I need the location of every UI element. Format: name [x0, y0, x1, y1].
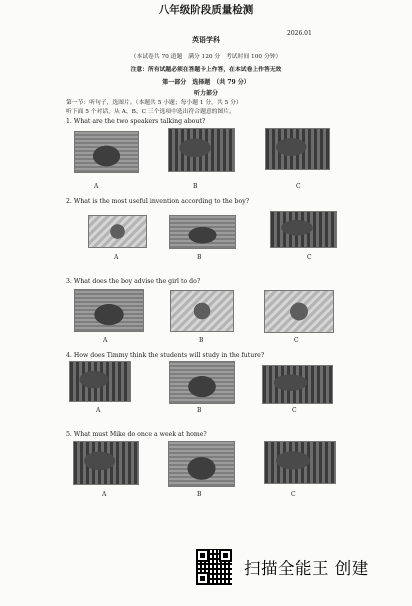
q1-option-b: B: [193, 183, 198, 190]
q3-option-c: C: [294, 337, 299, 344]
q4-option-c: C: [292, 407, 297, 414]
scanner-brand-text: 扫描全能王 创建: [244, 559, 369, 578]
q1-option-a: A: [94, 183, 99, 190]
q3-picture-c: [264, 290, 334, 333]
exam-date: 2026.01: [287, 30, 312, 37]
exam-info: （本试卷共 70 道题 满分 120 分 考试时间 100 分钟）: [130, 54, 282, 60]
question-1: 1. What are the two speakers talking about?: [66, 118, 206, 125]
q3-picture-b: [170, 290, 234, 332]
q4-option-a: A: [96, 407, 101, 414]
q3-option-b: B: [199, 337, 204, 344]
scanner-watermark: [196, 549, 369, 585]
section-heading: 第一节：听句子，选图片。（本题共 5 小题；每小题 1 分，共 5 分）: [66, 100, 242, 106]
exam-title: 八年级阶段质量检测: [158, 4, 254, 16]
q5-picture-c: [264, 441, 336, 484]
q5-picture-b: [168, 441, 235, 487]
q1-picture-c: [265, 128, 330, 170]
q2-option-a: A: [114, 254, 119, 261]
q5-option-c: C: [291, 491, 296, 498]
part-heading: 第一部分 选择题 （共 79 分）: [162, 79, 250, 86]
q3-picture-a: [74, 289, 144, 332]
question-2: 2. What is the most useful invention according to the boy?: [66, 198, 250, 205]
q2-option-b: B: [197, 254, 202, 261]
q5-option-b: B: [197, 491, 202, 498]
q1-picture-b: [168, 128, 235, 172]
exam-notice: 注意：所有试题必须在答题卡上作答，在本试卷上作答无效: [130, 67, 282, 73]
listening-heading: 听力部分: [193, 90, 218, 97]
exam-subject: 英语学科: [192, 35, 220, 44]
q4-picture-b: [169, 361, 235, 404]
q1-option-c: C: [296, 183, 301, 190]
section-instruction: 听下面 5 个对话，从 A、B、C 三个选项中选出符合题意的图片。: [66, 109, 235, 115]
question-5: 5. What must Mike do once a week at home?: [66, 431, 207, 438]
q4-option-b: B: [197, 407, 202, 414]
q5-option-a: A: [102, 491, 107, 498]
q1-picture-a: [74, 131, 139, 173]
q2-option-c: C: [307, 254, 312, 261]
q5-picture-a: [73, 441, 139, 485]
question-3: 3. What does the boy advise the girl to do?: [66, 278, 201, 285]
q2-picture-a: [88, 215, 147, 248]
q2-picture-c: [270, 211, 337, 248]
qr-code-icon: [196, 549, 232, 585]
q2-picture-b: [169, 215, 236, 249]
q3-option-a: A: [103, 337, 108, 344]
q4-picture-a: [69, 361, 131, 402]
question-4: 4. How does Timmy think the students will study in the future?: [66, 352, 265, 359]
q4-picture-c: [262, 365, 333, 404]
